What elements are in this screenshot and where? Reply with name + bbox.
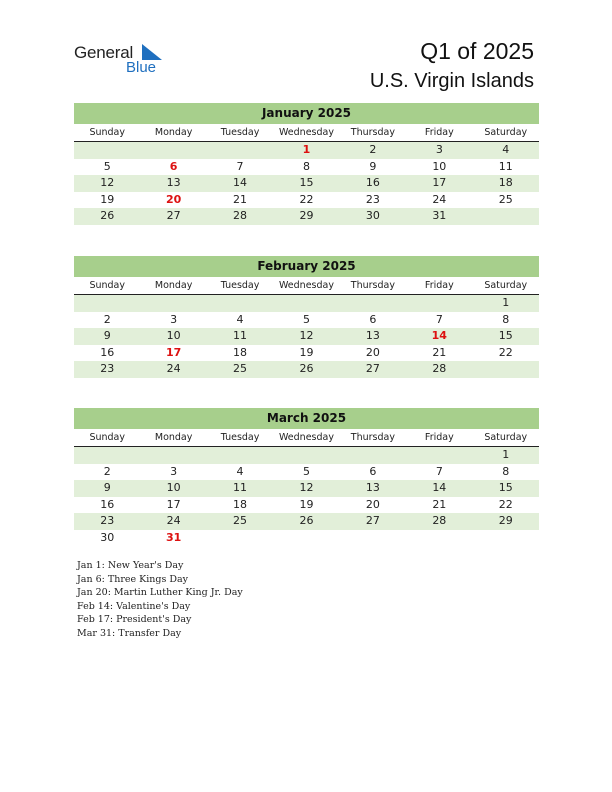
date-cell: 12 [299,481,314,494]
date-cell: 4 [236,312,244,326]
date-cell: 23 [365,192,380,206]
date-cell: 6 [369,464,377,478]
holiday-note: Jan 20: Martin Luther King Jr. Day [77,587,243,598]
week-row [74,208,539,225]
weekday-label: Saturday [484,127,528,138]
weekday-label: Saturday [484,280,528,291]
weekday-label: Sunday [89,127,125,138]
weekday-label: Tuesday [220,432,260,443]
week-row [74,513,539,530]
date-cell: 24 [166,362,181,375]
weekday-header-row [74,277,539,295]
logo-triangle-icon [142,44,162,60]
date-cell: 30 [100,530,115,544]
date-cell: 13 [166,176,181,189]
date-cell [207,447,273,464]
date-cell [340,530,406,547]
logo [74,40,174,80]
weekday-label: Monday [154,127,193,138]
month-calendar-january [74,103,539,225]
holiday-note: Jan 1: New Year's Day [77,560,184,571]
date-cell: 29 [498,514,513,527]
month-calendar-march [74,408,539,546]
weekday-label: Wednesday [278,432,334,443]
holiday-date-cell: 6 [169,159,178,173]
holiday-note: Feb 17: President's Day [77,614,192,625]
week-row [74,142,539,159]
date-cell: 5 [103,159,111,173]
date-cell [340,295,406,312]
date-cell: 2 [103,464,111,478]
date-cell: 27 [166,209,181,222]
date-cell: 22 [498,345,513,359]
date-cell: 17 [166,497,181,511]
week-row [74,159,539,176]
date-cell: 15 [498,329,513,342]
date-cell: 31 [432,209,447,222]
date-cell [140,295,206,312]
date-cell: 18 [498,176,513,189]
month-title: February 2025 [74,256,539,277]
date-cell: 26 [100,209,115,222]
date-cell [140,447,206,464]
date-cell [273,447,339,464]
weekday-label: Monday [154,280,193,291]
date-cell: 14 [432,481,447,494]
holiday-date-cell: 14 [431,329,447,342]
date-cell: 7 [236,159,244,173]
date-cell: 12 [100,176,115,189]
week-row [74,328,539,345]
date-cell: 22 [299,192,314,206]
week-row [74,480,539,497]
date-cell: 26 [299,514,314,527]
country-name: U.S. Virgin Islands [369,70,534,92]
date-cell: 25 [498,192,513,206]
date-cell: 28 [432,514,447,527]
week-row [74,464,539,481]
holiday-note: Jan 6: Three Kings Day [77,573,189,585]
weekday-label: Thursday [350,432,395,443]
date-cell: 2 [103,312,111,326]
date-cell: 3 [435,143,443,156]
date-cell: 18 [233,497,248,511]
date-cell: 16 [100,345,115,359]
date-cell [207,530,273,547]
holiday-note: Feb 14: Valentine's Day [77,600,191,612]
week-row [74,295,539,312]
week-row [74,530,539,547]
logo-text-general: General [74,43,134,62]
date-cell: 7 [435,312,443,326]
week-row [74,192,539,209]
week-row [74,361,539,378]
date-cell: 19 [299,497,314,511]
date-cell [207,295,273,312]
date-cell: 20 [365,345,380,359]
month-calendar-february [74,256,539,378]
date-cell [473,208,539,225]
date-cell: 16 [100,497,115,511]
date-cell: 1 [502,448,510,461]
date-cell: 9 [103,329,111,342]
date-cell: 13 [365,481,380,494]
date-cell: 19 [100,192,115,206]
date-cell: 9 [103,481,111,494]
week-row [74,447,539,464]
date-cell: 9 [369,159,377,173]
date-cell: 4 [502,143,510,156]
date-cell [406,447,472,464]
date-cell: 12 [299,329,314,342]
weekday-label: Friday [424,432,454,443]
week-row [74,497,539,514]
date-cell [273,530,339,547]
weekday-label: Sunday [89,432,125,443]
date-cell: 8 [302,159,310,173]
date-cell: 21 [233,192,248,206]
date-cell [207,142,273,159]
date-cell: 11 [233,481,248,494]
holiday-notes [77,559,243,640]
date-cell: 15 [299,176,314,189]
month-title: March 2025 [74,408,539,429]
date-cell: 30 [365,209,380,222]
date-cell: 23 [100,362,115,375]
date-cell: 10 [166,481,181,494]
weekday-label: Thursday [350,127,395,138]
date-cell: 21 [432,497,447,511]
date-cell [473,530,539,547]
weekday-label: Saturday [484,432,528,443]
weekday-header-row [74,124,539,142]
date-cell: 19 [299,345,314,359]
weekday-label: Wednesday [278,127,334,138]
date-cell: 2 [369,143,377,156]
weekday-label: Tuesday [220,280,260,291]
date-cell: 10 [432,159,447,173]
weekday-label: Sunday [89,280,125,291]
date-cell: 13 [365,329,380,342]
weekday-label: Thursday [350,280,395,291]
holiday-date-cell: 31 [165,530,182,544]
date-cell: 5 [302,464,310,478]
date-cell [74,295,140,312]
holiday-note: Mar 31: Transfer Day [77,627,182,639]
date-cell [74,447,140,464]
date-cell: 5 [302,312,310,326]
date-cell [406,530,472,547]
weekday-label: Tuesday [220,127,260,138]
date-cell: 11 [498,159,513,173]
date-cell: 8 [502,464,510,478]
date-cell: 18 [233,345,248,359]
date-cell [140,142,206,159]
date-cell: 17 [432,176,447,189]
date-cell: 26 [299,362,314,375]
date-cell: 3 [170,312,178,326]
date-cell: 24 [432,192,447,206]
date-cell: 7 [435,464,443,478]
date-cell [473,361,539,378]
holiday-date-cell: 17 [165,345,182,359]
date-cell: 23 [100,514,115,527]
date-cell: 3 [170,464,178,478]
date-cell: 15 [498,481,513,494]
weekday-label: Friday [424,280,454,291]
date-cell: 27 [365,514,380,527]
date-cell: 8 [502,312,510,326]
week-row [74,175,539,192]
date-cell: 28 [432,362,447,375]
date-cell: 11 [233,329,248,342]
date-cell [406,295,472,312]
date-cell: 20 [365,497,380,511]
page-title: Q1 of 2025 [420,38,534,64]
date-cell: 6 [369,312,377,326]
holiday-date-cell: 1 [302,143,311,156]
weekday-header-row [74,429,539,447]
weekday-label: Wednesday [278,280,334,291]
weekday-label: Friday [424,127,454,138]
date-cell: 25 [233,514,248,527]
date-cell [273,295,339,312]
date-cell: 28 [233,209,248,222]
holiday-date-cell: 20 [165,192,182,206]
date-cell: 21 [432,345,447,359]
weekday-label: Monday [154,432,193,443]
month-title: January 2025 [74,103,539,124]
week-row [74,345,539,362]
date-cell: 1 [502,296,510,309]
date-cell [74,142,140,159]
date-cell: 4 [236,464,244,478]
date-cell: 27 [365,362,380,375]
date-cell: 29 [299,209,314,222]
logo-text-blue: Blue [126,59,157,76]
date-cell: 16 [365,176,380,189]
date-cell: 14 [233,176,248,189]
date-cell: 10 [166,329,181,342]
date-cell: 22 [498,497,513,511]
week-row [74,312,539,329]
date-cell: 25 [233,362,248,375]
date-cell [340,447,406,464]
date-cell: 24 [166,514,181,527]
